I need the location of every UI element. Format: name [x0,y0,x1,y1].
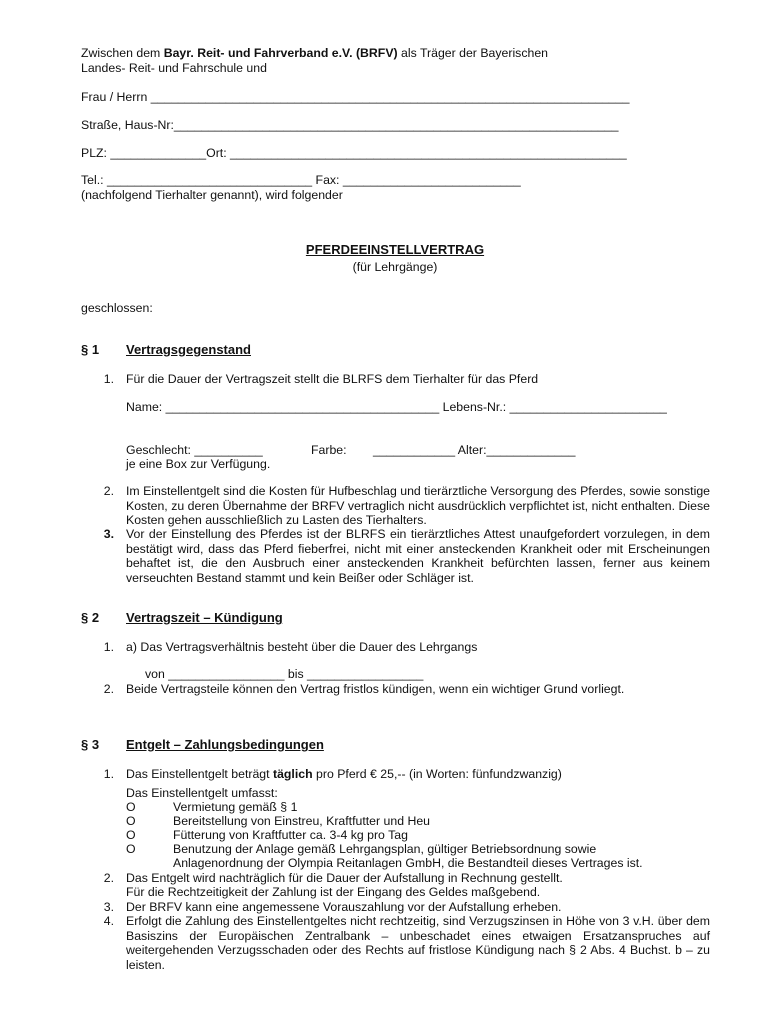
s3-item-3-number: 3. [103,900,114,914]
section-3-number: § 3 [81,737,100,752]
horse-color-age-field[interactable]: ____________ Alter:_____________ [373,443,576,457]
horse-color-label: Farbe: [311,443,347,457]
s3-item-2-line-2: Für die Rechtzeitigkeit der Zahlung ist der Eingang des Geldes maßgebend. [126,885,541,899]
s3-item-4-text: Erfolgt die Zahlung des Einstellentgeltes nicht rechtzeitig, sind Verzugszinsen in Höhe von 3 v.H. über dem Basiszins der Europäischen Zentralbank – unbeschadet eines etwaigen Ersatzanspruches auf weitergehenden Verzugsschaden oder des Rechts auf fristlose Kündigung nach § 2 Abs. 4 Buchst. b – zu leisten. [126,914,710,972]
bullet-marker: O [126,842,136,856]
street-field[interactable]: Straße, Haus-Nr:_________________________________________________________________ [81,118,619,132]
s3-item-1-text [126,767,562,782]
name-field[interactable]: Frau / Herrn ______________________________________________________________________ [81,90,630,104]
section-2-heading: Vertragszeit – Kündigung [126,610,283,625]
tel-fax-field[interactable]: Tel.: ______________________________ Fax: __________________________ [81,173,521,187]
s1-item-3-text: Vor der Einstellung des Pferdes ist der BLRFS ein tierärztliches Attest unaufgefordert vorzulegen, in dem bestätigt wird, dass das Pferd fieberfrei, nicht mit einer ansteckenden Krankheit oder mit Erscheinungen behaftet ist, die den Ausbruch einer ansteckenden Krankheit befürchten lassen, ferner aus keinem verseuchten Bestand stammt und kein Beißer oder Schläger ist. [126,527,710,585]
section-3-heading: Entgelt – Zahlungsbedingungen [126,737,324,752]
s1-item-1-number: 1. [103,372,114,386]
plz-ort-field[interactable]: PLZ: ______________Ort: __________________________________________________________ [81,146,627,160]
section-1-number: § 1 [81,342,100,357]
bullet-marker: O [126,828,136,842]
fee-item-facility-use: Benutzung der Anlage gemäß Lehrgangsplan, gültiger Betriebsordnung sowie [173,842,597,856]
s1-item-2-text: Im Einstellentgelt sind die Kosten für Hufbeschlag und tierärztliche Versorgung des Pferdes, sowie sonstige Kosten, zu deren Übernahme der BRFV vertraglich nicht ausdrücklich verpflichtet ist, nicht enthalten. Diese Kosten gehen ausschließlich zu Lasten des Tierhalters. [126,484,710,527]
intro-line-1 [81,46,548,61]
closed-label: geschlossen: [81,301,153,315]
intro-line-2: Landes- Reit- und Fahrschule und [81,61,267,75]
intro-prefix: Zwischen dem [81,46,164,60]
section-1-heading: Vertragsgegenstand [126,342,251,357]
bullet-marker: O [126,814,136,828]
intro-suffix: als Träger der Bayerischen [397,46,548,60]
fee-item-feeding: Fütterung von Kraftfutter ca. 3-4 kg pro Tag [173,828,408,842]
s3-item-2-number: 2. [103,871,114,885]
s1-item-3-number: 3. [103,527,114,541]
s3-item-4-number: 4. [103,914,114,928]
s1-item-2-number: 2. [103,484,114,498]
section-2-number: § 2 [81,610,100,625]
fee-text-pre: Das Einstellentgelt beträgt [126,767,273,781]
s2-item-1-text: a) Das Vertragsverhältnis besteht über die Dauer des Lehrgangs [126,640,478,654]
s1-item-1-text: Für die Dauer der Vertragszeit stellt die BLRFS dem Tierhalter für das Pferd [126,372,539,386]
fee-item-facility-use-cont: Anlagenordnung der Olympia Reitanlagen GmbH, die Bestandteil dieses Vertrages ist. [173,856,643,870]
s2-item-2-text: Beide Vertragsteile können den Vertrag fristlos kündigen, wenn ein wichtiger Grund vorliegt. [126,682,625,696]
fee-includes-label: Das Einstellentgelt umfasst: [126,786,278,800]
fee-text-post: pro Pferd € 25,-- (in Worten: fünfundzwanzig) [312,767,562,781]
fee-item-bedding-feed: Bereitstellung von Einstreu, Kraftfutter und Heu [173,814,431,828]
s3-item-3-text: Der BRFV kann eine angemessene Vorauszahlung vor der Aufstallung erheben. [126,900,562,914]
s2-item-2-number: 2. [103,682,114,696]
s2-item-1-number: 1. [103,640,114,654]
organization-name: Bayr. Reit- und Fahrverband e.V. (BRFV) [163,46,398,60]
bullet-marker: O [126,800,136,814]
s3-item-2-line-1: Das Entgelt wird nachträglich für die Dauer der Aufstallung in Rechnung gestellt. [126,871,563,885]
holder-note: (nachfolgend Tierhalter genannt), wird folgender [81,188,343,202]
contract-subtitle: (für Lehrgänge) [352,260,438,274]
contract-title: PFERDEEINSTELLVERTRAG [305,242,485,257]
horse-name-field[interactable]: Name: ________________________________________ Lebens-Nr.: _______________________ [126,400,667,414]
fee-daily-emphasis: täglich [272,767,313,781]
box-provision-text: je eine Box zur Verfügung. [126,457,271,471]
fee-item-rental: Vermietung gemäß § 1 [173,800,298,814]
s3-item-1-number: 1. [103,767,114,781]
horse-sex-field[interactable]: Geschlecht: __________ [126,443,263,457]
period-from-to-field[interactable]: von _________________ bis _________________ [145,667,424,681]
